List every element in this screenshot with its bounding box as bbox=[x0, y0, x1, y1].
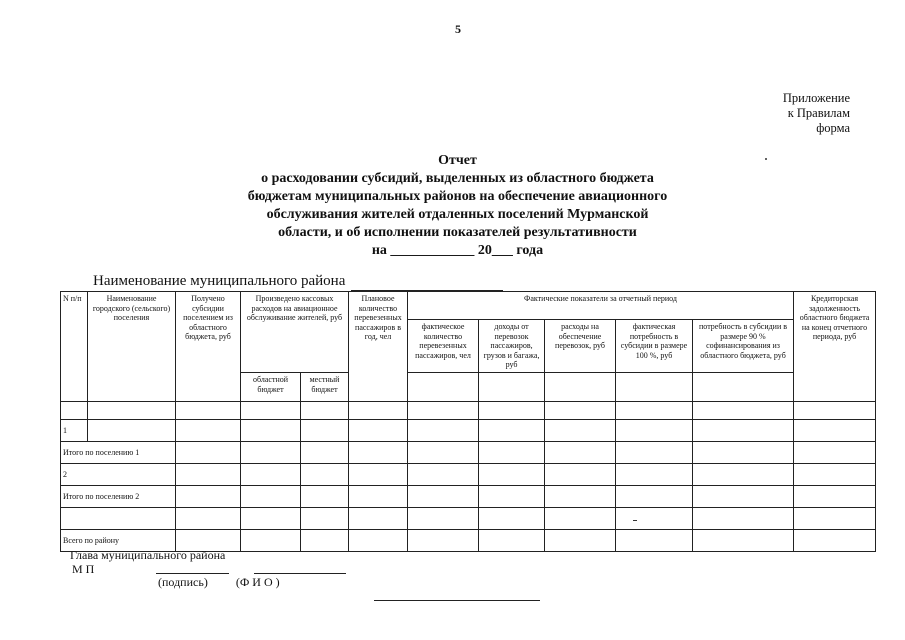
empty-cell bbox=[693, 402, 794, 420]
empty-cell bbox=[794, 486, 876, 508]
empty-cell bbox=[794, 442, 876, 464]
table-row bbox=[61, 464, 876, 486]
empty-cell bbox=[794, 402, 876, 420]
appendix-line: Приложение bbox=[782, 91, 850, 105]
row-number: 2 bbox=[61, 464, 176, 486]
empty-cell bbox=[545, 402, 616, 420]
empty-cell bbox=[241, 508, 301, 530]
signature-line bbox=[156, 573, 229, 574]
table-row bbox=[61, 420, 876, 442]
header-need-90: потребность в субсидии в размере 90 % софинансирования из областного бюджета, руб bbox=[693, 320, 794, 373]
empty-cell bbox=[349, 402, 408, 420]
empty-cell bbox=[616, 486, 693, 508]
empty-cell bbox=[176, 442, 241, 464]
title-line: области, и об исполнении показателей результативности bbox=[278, 225, 637, 240]
stray-mark bbox=[633, 520, 637, 521]
empty-cell bbox=[301, 420, 349, 442]
empty-cell bbox=[693, 486, 794, 508]
header-received: Получено субсидии поселением из областного бюджета, руб bbox=[176, 292, 241, 402]
empty-cell bbox=[545, 464, 616, 486]
page-number: 5 bbox=[455, 22, 461, 36]
empty-cell bbox=[545, 373, 616, 402]
empty-cell bbox=[693, 420, 794, 442]
empty-cell bbox=[176, 420, 241, 442]
fio-caption: (Ф И О ) bbox=[235, 575, 280, 589]
empty-cell bbox=[479, 464, 545, 486]
fio-line bbox=[254, 573, 346, 574]
row-total-district: Всего по району bbox=[61, 530, 176, 552]
district-label: Наименование муниципального района bbox=[93, 273, 346, 289]
signature-captions bbox=[158, 575, 280, 590]
empty-cell bbox=[616, 420, 693, 442]
empty-cell bbox=[794, 530, 876, 552]
table-row bbox=[61, 442, 876, 464]
empty-cell bbox=[301, 442, 349, 464]
empty-cell bbox=[693, 508, 794, 530]
header-local-budget: местный бюджет bbox=[301, 373, 349, 402]
header-actual-passengers: фактическое количество перевезенных пассажиров, чел bbox=[408, 320, 479, 373]
empty-cell bbox=[301, 486, 349, 508]
empty-cell bbox=[408, 508, 479, 530]
header-actual-group: Фактические показатели за отчетный период bbox=[408, 292, 794, 320]
empty-cell bbox=[241, 486, 301, 508]
table-row bbox=[61, 486, 876, 508]
empty-cell bbox=[693, 442, 794, 464]
empty-cell bbox=[616, 508, 693, 530]
empty-cell bbox=[88, 420, 176, 442]
empty-cell bbox=[301, 530, 349, 552]
header-creditor: Кредиторская задолженность областного бюджета на конец отчетного периода, руб bbox=[794, 292, 876, 402]
empty-cell bbox=[176, 402, 241, 420]
seal-label: М П bbox=[72, 562, 95, 576]
empty-cell bbox=[301, 508, 349, 530]
row-total-settlement-2: Итого по поселению 2 bbox=[61, 486, 176, 508]
empty-cell bbox=[176, 486, 241, 508]
empty-cell bbox=[241, 464, 301, 486]
empty-cell bbox=[693, 530, 794, 552]
empty-cell bbox=[616, 464, 693, 486]
empty-cell bbox=[693, 373, 794, 402]
appendix-note bbox=[783, 91, 850, 136]
empty-cell bbox=[349, 486, 408, 508]
empty-cell bbox=[794, 420, 876, 442]
empty-cell bbox=[616, 530, 693, 552]
empty-cell bbox=[61, 402, 88, 420]
row-total-settlement-1: Итого по поселению 1 bbox=[61, 442, 176, 464]
header-planned: Плановое количество перевезенных пассажиров в год, чел bbox=[349, 292, 408, 402]
title-line: о расходовании субсидий, выделенных из областного бюджета bbox=[261, 171, 654, 186]
report-table bbox=[60, 291, 876, 552]
row-number: 1 bbox=[61, 420, 88, 442]
appendix-line: к Правилам bbox=[787, 106, 850, 120]
empty-cell bbox=[545, 420, 616, 442]
header-spent: Произведено кассовых расходов на авиационное обслуживание жителей, руб bbox=[241, 292, 349, 373]
empty-cell bbox=[88, 402, 176, 420]
header-regional-budget: областной бюджет bbox=[241, 373, 301, 402]
empty-cell bbox=[241, 402, 301, 420]
report-title bbox=[150, 152, 765, 260]
appendix-line: форма bbox=[816, 121, 850, 135]
empty-cell bbox=[408, 530, 479, 552]
empty-cell bbox=[349, 508, 408, 530]
stray-dot bbox=[765, 158, 767, 160]
empty-cell bbox=[693, 464, 794, 486]
signature-caption: (подпись) bbox=[158, 575, 208, 589]
empty-cell bbox=[301, 402, 349, 420]
empty-cell bbox=[794, 508, 876, 530]
empty-cell bbox=[479, 508, 545, 530]
empty-cell bbox=[479, 442, 545, 464]
title-line: Отчет bbox=[438, 153, 477, 168]
empty-cell bbox=[479, 486, 545, 508]
header-costs: расходы на обеспечение перевозок, руб bbox=[545, 320, 616, 373]
empty-cell bbox=[616, 402, 693, 420]
bottom-rule bbox=[374, 600, 540, 601]
empty-cell bbox=[408, 442, 479, 464]
empty-cell bbox=[349, 530, 408, 552]
empty-cell bbox=[616, 442, 693, 464]
empty-cell bbox=[176, 464, 241, 486]
empty-cell bbox=[616, 373, 693, 402]
empty-cell bbox=[241, 442, 301, 464]
empty-cell bbox=[479, 402, 545, 420]
title-line: бюджетам муниципальных районов на обеспечение авиационного bbox=[247, 189, 668, 204]
empty-cell bbox=[408, 420, 479, 442]
empty-cell bbox=[408, 464, 479, 486]
empty-cell bbox=[794, 464, 876, 486]
empty-cell bbox=[408, 373, 479, 402]
title-line: на ____________ 20___ года bbox=[371, 243, 544, 258]
empty-cell bbox=[241, 420, 301, 442]
empty-cell bbox=[479, 373, 545, 402]
empty-cell bbox=[479, 420, 545, 442]
empty-cell bbox=[349, 420, 408, 442]
empty-cell bbox=[301, 464, 349, 486]
empty-cell bbox=[545, 508, 616, 530]
title-line: обслуживания жителей отдаленных поселений Мурманской bbox=[266, 207, 649, 222]
header-num: N п/п bbox=[61, 292, 88, 402]
empty-cell bbox=[545, 486, 616, 508]
header-income: доходы от перевозок пассажиров, грузов и багажа, руб bbox=[479, 320, 545, 373]
empty-cell bbox=[241, 530, 301, 552]
header-need-100: фактическая потребность в субсидии в размере 100 %, руб bbox=[616, 320, 693, 373]
empty-cell bbox=[545, 530, 616, 552]
header-settlement: Наименование городского (сельского) поселения bbox=[88, 292, 176, 402]
table-row bbox=[61, 508, 876, 530]
empty-cell bbox=[61, 508, 176, 530]
empty-cell bbox=[408, 402, 479, 420]
empty-cell bbox=[176, 508, 241, 530]
empty-cell bbox=[349, 442, 408, 464]
empty-cell bbox=[479, 530, 545, 552]
empty-cell bbox=[349, 464, 408, 486]
empty-cell bbox=[545, 442, 616, 464]
empty-cell bbox=[408, 486, 479, 508]
signature-head-label: Глава муниципального района bbox=[70, 548, 226, 562]
